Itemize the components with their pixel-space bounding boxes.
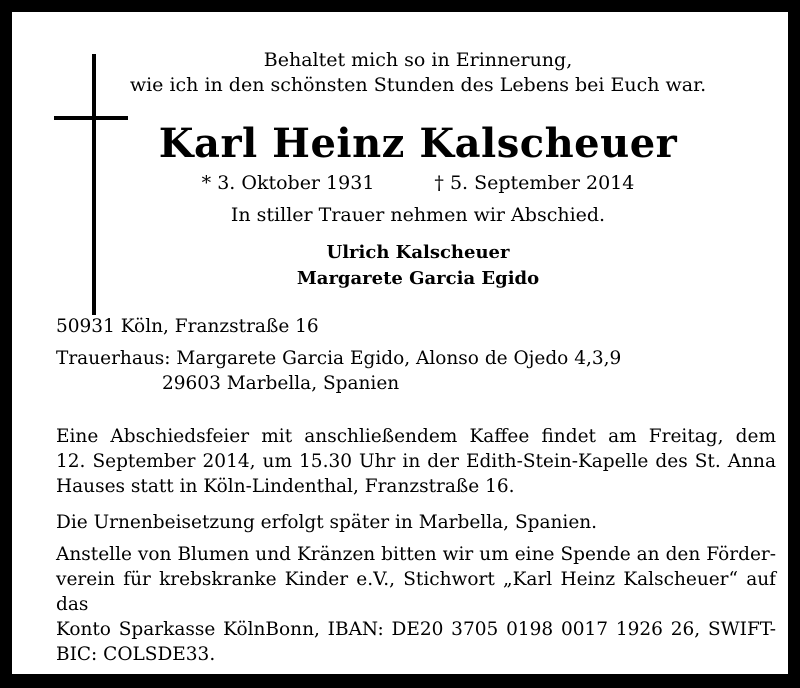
life-dates <box>118 172 718 194</box>
motto-line-1: Behaltet mich so in Erinnerung, <box>263 49 573 71</box>
burial-paragraph: Die Urnenbeisetzung erfolgt später in Marbella, Spanien. <box>56 512 598 533</box>
paragraph-line: Hauses statt in Köln-Lindenthal, Franzstraße 16. <box>56 476 515 497</box>
ceremony-paragraph <box>56 424 776 499</box>
paragraph-line: Konto Sparkasse KölnBonn, IBAN: DE20 3705 0198 0017 1926 26, SWIFT- <box>56 619 776 640</box>
donation-paragraph <box>56 542 776 667</box>
paragraph-line: BIC: COLSDE33. <box>56 644 216 665</box>
trauerhaus-line-2: 29603 Marbella, Spanien <box>162 373 400 394</box>
death-date: † 5. September 2014 <box>434 172 635 194</box>
paragraph-line: Anstelle von Blumen und Kränzen bitten wir um eine Spende an den Förder- <box>56 544 776 565</box>
birth-date: * 3. Oktober 1931 <box>201 172 375 194</box>
mourner-name: Margarete Garcia Egido <box>296 268 540 289</box>
motto-line-2: wie ich in den schönsten Stunden des Lebens bei Euch war. <box>129 74 707 96</box>
motto <box>118 48 718 98</box>
address: 50931 Köln, Franzstraße 16 <box>56 316 319 337</box>
cross-icon-bar <box>54 116 128 120</box>
paragraph-line: verein für krebskranke Kinder e.V., Stichwort „Karl Heinz Kalscheuer“ auf das <box>56 569 776 615</box>
obituary-card <box>12 12 788 674</box>
paragraph-line: Eine Abschiedsfeier mit anschließendem Kaffee findet am Freitag, dem <box>56 426 776 447</box>
mourners <box>118 240 718 292</box>
mourner-name: Ulrich Kalscheuer <box>326 242 510 263</box>
cross-icon <box>92 54 96 315</box>
farewell-text: In stiller Trauer nehmen wir Abschied. <box>230 204 606 226</box>
paragraph-line: 12. September 2014, um 15.30 Uhr in der Edith-Stein-Kapelle des St. Anna <box>56 451 776 472</box>
trauerhaus-line-1: Trauerhaus: Margarete Garcia Egido, Alonso de Ojedo 4,3,9 <box>56 348 622 369</box>
deceased-name: Karl Heinz Kalscheuer <box>158 120 678 167</box>
